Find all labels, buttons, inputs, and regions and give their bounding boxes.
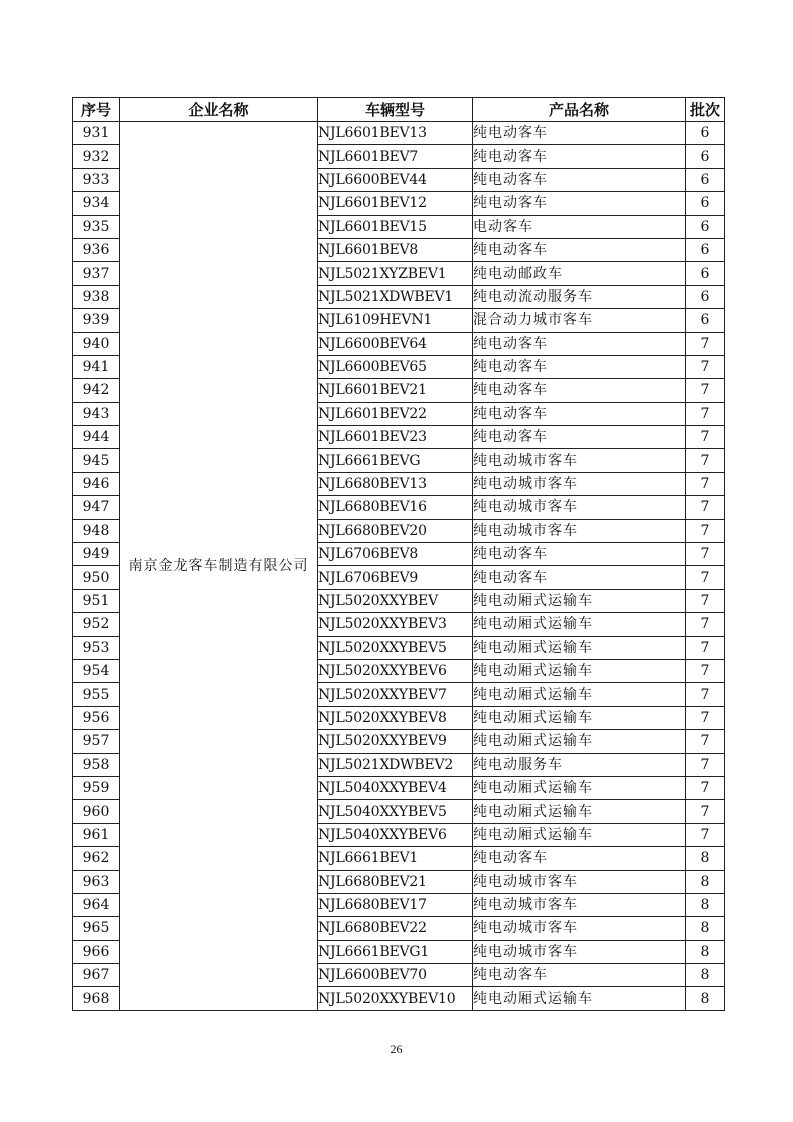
cell-batch: 7 (686, 543, 725, 566)
cell-model: NJL5040XXYBEV6 (318, 823, 473, 846)
cell-no: 955 (73, 683, 120, 706)
cell-model: NJL5020XXYBEV3 (318, 613, 473, 636)
cell-model: NJL6706BEV8 (318, 543, 473, 566)
cell-product: 纯电动厢式运输车 (473, 589, 686, 612)
cell-product: 纯电动城市客车 (473, 449, 686, 472)
cell-model: NJL6109HEVN1 (318, 309, 473, 332)
cell-model: NJL6601BEV8 (318, 238, 473, 261)
cell-model: NJL6601BEV7 (318, 145, 473, 168)
header-batch: 批次 (686, 98, 725, 122)
cell-no: 944 (73, 426, 120, 449)
cell-product: 纯电动客车 (473, 379, 686, 402)
cell-model: NJL6600BEV44 (318, 168, 473, 191)
cell-batch: 6 (686, 215, 725, 238)
cell-no: 935 (73, 215, 120, 238)
cell-model: NJL6680BEV21 (318, 870, 473, 893)
cell-product: 纯电动流动服务车 (473, 285, 686, 308)
header-model: 车辆型号 (318, 98, 473, 122)
cell-no: 956 (73, 706, 120, 729)
cell-batch: 8 (686, 987, 725, 1010)
cell-batch: 6 (686, 122, 725, 145)
cell-product: 纯电动厢式运输车 (473, 776, 686, 799)
cell-product: 纯电动城市客车 (473, 940, 686, 963)
cell-product: 电动客车 (473, 215, 686, 238)
cell-no: 942 (73, 379, 120, 402)
cell-model: NJL5020XXYBEV (318, 589, 473, 612)
cell-batch: 7 (686, 496, 725, 519)
cell-no: 947 (73, 496, 120, 519)
page-number: 26 (390, 1042, 403, 1056)
cell-product: 纯电动厢式运输车 (473, 706, 686, 729)
cell-batch: 6 (686, 145, 725, 168)
cell-product: 纯电动城市客车 (473, 870, 686, 893)
cell-no: 946 (73, 472, 120, 495)
cell-no: 937 (73, 262, 120, 285)
cell-batch: 7 (686, 776, 725, 799)
cell-model: NJL5020XXYBEV6 (318, 659, 473, 682)
vehicle-catalog-table (72, 97, 725, 1011)
cell-no: 934 (73, 192, 120, 215)
cell-model: NJL6600BEV70 (318, 964, 473, 987)
table-row (73, 122, 725, 145)
cell-model: NJL6601BEV13 (318, 122, 473, 145)
cell-model: NJL6601BEV12 (318, 192, 473, 215)
cell-model: NJL5020XXYBEV10 (318, 987, 473, 1010)
cell-product: 纯电动城市客车 (473, 472, 686, 495)
cell-no: 963 (73, 870, 120, 893)
cell-model: NJL6706BEV9 (318, 566, 473, 589)
header-product: 产品名称 (473, 98, 686, 122)
cell-batch: 8 (686, 847, 725, 870)
cell-batch: 7 (686, 613, 725, 636)
cell-no: 967 (73, 964, 120, 987)
cell-product: 纯电动客车 (473, 847, 686, 870)
cell-batch: 7 (686, 449, 725, 472)
cell-batch: 7 (686, 426, 725, 449)
cell-batch: 7 (686, 823, 725, 846)
cell-product: 纯电动邮政车 (473, 262, 686, 285)
cell-model: NJL6680BEV16 (318, 496, 473, 519)
cell-product: 纯电动厢式运输车 (473, 823, 686, 846)
cell-model: NJL5020XXYBEV7 (318, 683, 473, 706)
cell-no: 936 (73, 238, 120, 261)
cell-product: 纯电动城市客车 (473, 519, 686, 542)
cell-product: 纯电动客车 (473, 192, 686, 215)
cell-product: 纯电动城市客车 (473, 496, 686, 519)
cell-no: 950 (73, 566, 120, 589)
cell-product: 纯电动客车 (473, 543, 686, 566)
cell-product: 纯电动客车 (473, 355, 686, 378)
cell-product: 纯电动服务车 (473, 753, 686, 776)
cell-product: 纯电动客车 (473, 964, 686, 987)
cell-batch: 6 (686, 309, 725, 332)
cell-product: 纯电动客车 (473, 238, 686, 261)
header-no: 序号 (73, 98, 120, 122)
cell-no: 958 (73, 753, 120, 776)
cell-no: 961 (73, 823, 120, 846)
cell-model: NJL5021XDWBEV2 (318, 753, 473, 776)
cell-model: NJL5040XXYBEV4 (318, 776, 473, 799)
cell-no: 948 (73, 519, 120, 542)
cell-product: 纯电动客车 (473, 168, 686, 191)
cell-model: NJL6661BEV1 (318, 847, 473, 870)
cell-model: NJL5021XYZBEV1 (318, 262, 473, 285)
cell-product: 纯电动厢式运输车 (473, 659, 686, 682)
cell-no: 952 (73, 613, 120, 636)
cell-batch: 8 (686, 870, 725, 893)
cell-model: NJL6600BEV64 (318, 332, 473, 355)
cell-batch: 7 (686, 683, 725, 706)
cell-model: NJL6601BEV21 (318, 379, 473, 402)
cell-product: 纯电动厢式运输车 (473, 636, 686, 659)
cell-no: 941 (73, 355, 120, 378)
header-enterprise: 企业名称 (120, 98, 318, 122)
cell-model: NJL6680BEV17 (318, 893, 473, 916)
cell-batch: 7 (686, 332, 725, 355)
cell-batch: 7 (686, 379, 725, 402)
cell-product: 纯电动城市客车 (473, 893, 686, 916)
table-header-row (73, 98, 725, 122)
cell-model: NJL5040XXYBEV5 (318, 800, 473, 823)
cell-batch: 7 (686, 753, 725, 776)
cell-batch: 7 (686, 800, 725, 823)
cell-product: 纯电动厢式运输车 (473, 613, 686, 636)
cell-no: 945 (73, 449, 120, 472)
cell-product: 纯电动客车 (473, 332, 686, 355)
cell-batch: 7 (686, 659, 725, 682)
cell-product: 纯电动客车 (473, 426, 686, 449)
cell-no: 964 (73, 893, 120, 916)
cell-no: 957 (73, 730, 120, 753)
cell-no: 933 (73, 168, 120, 191)
cell-batch: 7 (686, 706, 725, 729)
cell-model: NJL5020XXYBEV5 (318, 636, 473, 659)
cell-model: NJL6601BEV22 (318, 402, 473, 425)
cell-no: 968 (73, 987, 120, 1010)
cell-batch: 8 (686, 917, 725, 940)
cell-no: 951 (73, 589, 120, 612)
cell-no: 954 (73, 659, 120, 682)
cell-model: NJL6601BEV23 (318, 426, 473, 449)
cell-enterprise: 南京金龙客车制造有限公司 (120, 122, 318, 1011)
cell-no: 953 (73, 636, 120, 659)
cell-no: 932 (73, 145, 120, 168)
cell-batch: 6 (686, 192, 725, 215)
cell-product: 纯电动厢式运输车 (473, 987, 686, 1010)
cell-batch: 6 (686, 285, 725, 308)
cell-product: 纯电动客车 (473, 566, 686, 589)
cell-no: 931 (73, 122, 120, 145)
cell-batch: 6 (686, 238, 725, 261)
cell-product: 纯电动客车 (473, 145, 686, 168)
cell-model: NJL5021XDWBEV1 (318, 285, 473, 308)
cell-model: NJL6680BEV13 (318, 472, 473, 495)
cell-product: 纯电动厢式运输车 (473, 683, 686, 706)
cell-batch: 7 (686, 355, 725, 378)
cell-product: 纯电动客车 (473, 122, 686, 145)
cell-model: NJL6601BEV15 (318, 215, 473, 238)
cell-model: NJL6680BEV20 (318, 519, 473, 542)
cell-batch: 7 (686, 589, 725, 612)
cell-batch: 7 (686, 519, 725, 542)
cell-no: 949 (73, 543, 120, 566)
cell-product: 纯电动厢式运输车 (473, 800, 686, 823)
cell-no: 965 (73, 917, 120, 940)
cell-no: 939 (73, 309, 120, 332)
cell-model: NJL6661BEVG1 (318, 940, 473, 963)
cell-product: 混合动力城市客车 (473, 309, 686, 332)
cell-model: NJL5020XXYBEV9 (318, 730, 473, 753)
cell-batch: 6 (686, 262, 725, 285)
cell-product: 纯电动客车 (473, 402, 686, 425)
cell-no: 959 (73, 776, 120, 799)
cell-product: 纯电动厢式运输车 (473, 730, 686, 753)
cell-batch: 7 (686, 636, 725, 659)
cell-product: 纯电动城市客车 (473, 917, 686, 940)
table-body (73, 122, 725, 1011)
cell-no: 943 (73, 402, 120, 425)
cell-no: 966 (73, 940, 120, 963)
cell-batch: 8 (686, 940, 725, 963)
cell-batch: 7 (686, 566, 725, 589)
cell-model: NJL6600BEV65 (318, 355, 473, 378)
cell-model: NJL6680BEV22 (318, 917, 473, 940)
cell-no: 940 (73, 332, 120, 355)
cell-model: NJL5020XXYBEV8 (318, 706, 473, 729)
cell-batch: 8 (686, 964, 725, 987)
cell-model: NJL6661BEVG (318, 449, 473, 472)
cell-no: 938 (73, 285, 120, 308)
cell-batch: 7 (686, 402, 725, 425)
cell-batch: 7 (686, 730, 725, 753)
cell-no: 962 (73, 847, 120, 870)
cell-batch: 6 (686, 168, 725, 191)
cell-no: 960 (73, 800, 120, 823)
cell-batch: 7 (686, 472, 725, 495)
cell-batch: 8 (686, 893, 725, 916)
